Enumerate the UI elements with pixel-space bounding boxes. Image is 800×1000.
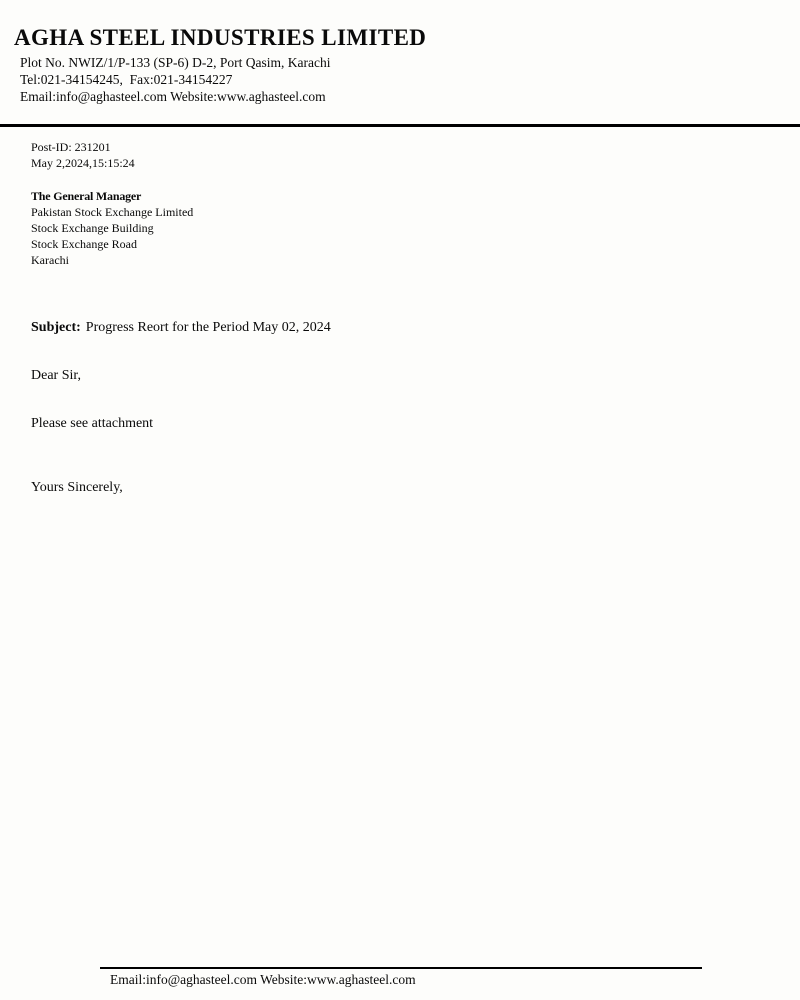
company-name: AGHA STEEL INDUSTRIES LIMITED bbox=[14, 25, 427, 50]
post-id: Post-ID: 231201 bbox=[31, 140, 111, 154]
footer-divider-rule bbox=[100, 967, 702, 969]
subject-label: Subject: bbox=[31, 320, 81, 335]
recipient-title: The General Manager bbox=[31, 189, 142, 203]
header-street-address: Plot No. NWIZ/1/P-133 (SP-6) D-2, Port Qasim, Karachi bbox=[20, 55, 331, 70]
header-divider-rule bbox=[0, 124, 800, 127]
footer-email-website: Email:info@aghasteel.com Website:www.aghasteel.com bbox=[110, 972, 416, 987]
recipient-address-line1: Stock Exchange Building bbox=[31, 221, 154, 235]
subject-text: Progress Reort for the Period May 02, 2024 bbox=[85, 320, 331, 335]
message-body: Please see attachment bbox=[31, 416, 154, 431]
header-tel-fax: Tel:021-34154245, Fax:021-34154227 bbox=[20, 72, 233, 87]
recipient-organization: Pakistan Stock Exchange Limited bbox=[31, 205, 194, 219]
recipient-block bbox=[31, 188, 193, 268]
salutation: Dear Sir, bbox=[31, 368, 81, 383]
subject-line bbox=[31, 320, 331, 336]
recipient-address-line2: Stock Exchange Road bbox=[31, 237, 137, 251]
header-address-block bbox=[20, 54, 330, 105]
header-email-website: Email:info@aghasteel.com Website:www.aghasteel.com bbox=[20, 89, 326, 104]
post-datetime: May 2,2024,15:15:24 bbox=[31, 156, 135, 170]
recipient-city: Karachi bbox=[31, 253, 69, 267]
post-meta-block bbox=[31, 139, 135, 171]
closing: Yours Sincerely, bbox=[31, 480, 123, 495]
